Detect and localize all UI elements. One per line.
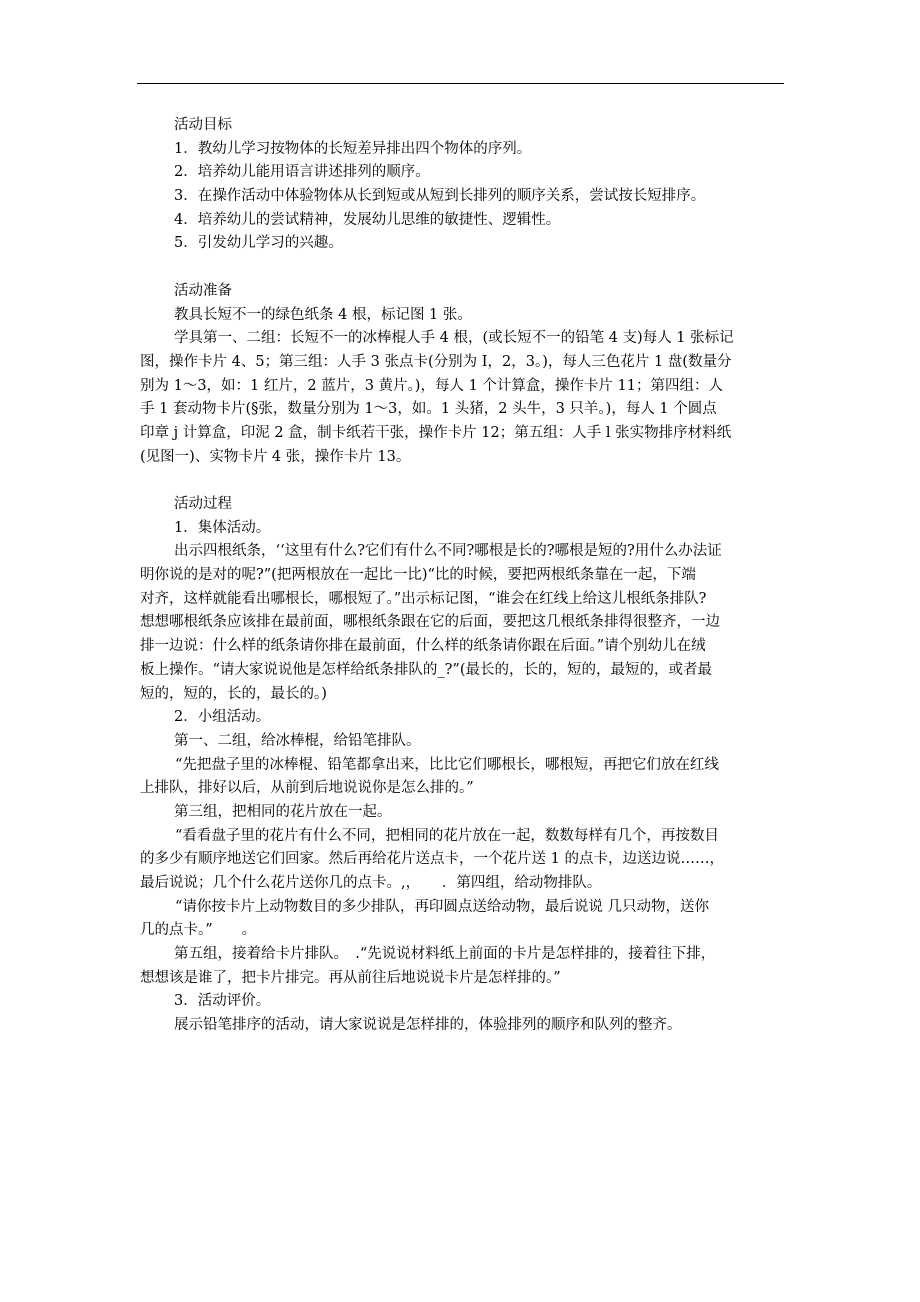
step1-line: 短的，短的，长的，最长的。) [140, 685, 327, 702]
goal-item: 1．教幼儿学习按物体的长短差异排出四个物体的序列。 [174, 140, 532, 157]
step1-line: 想想哪根纸条应该排在最前面，哪根纸条跟在它的后面，要把这几根纸条排得很整齐，一边 [140, 614, 720, 631]
step1-line: 明你说的是对的呢?”(把两根放在一起比一比)“比的时候，要把两根纸条靠在一起，下端 [140, 567, 696, 584]
step-heading: 3．活动评价。 [174, 993, 271, 1010]
group4-quote-line: 几的点卡。” 。 [140, 922, 257, 939]
document-body [140, 114, 785, 1038]
prep-student-line: 印章 j 计算盒，印泥 2 盒，制卡纸若干张，操作卡片 12；第五组：人手 l 张实物排序材料纸 [140, 424, 732, 441]
section-title-goals: 活动目标 [174, 117, 232, 133]
goal-item: 3．在操作活动中体验物体从长到短或从短到长排列的顺序关系，尝试按长短排序。 [174, 188, 706, 205]
group3-line: 第三组，把相同的花片放在一起。 [174, 803, 392, 820]
step1-line: 出示四根纸条，‘‘这里有什么?它们有什么不同?哪根是长的?哪根是短的?用什么办法证 [174, 543, 722, 560]
step1-line: 排一边说：什么样的纸条请你排在最前面，什么样的纸条请你跟在后面。”请个别幼儿在绒 [140, 638, 706, 655]
step-heading: 2．小组活动。 [174, 709, 271, 726]
group12-quote-line: “先把盘子里的冰棒棍、铅笔都拿出来，比比它们哪根长，哪根短，再把它们放在红线 [175, 756, 719, 773]
goal-item: 4．培养幼儿的尝试精神，发展幼儿思维的敏捷性、逻辑性。 [174, 211, 561, 228]
group4-quote-line: “请你按卡片上动物数目的多少排队，再印圆点送给动物，最后说说 几只动物，送你 [175, 898, 710, 915]
prep-student-line: 学具第一、二组：长短不一的冰棒棍人手 4 根，(或长短不一的铅笔 4 支)每人 1 张标记 [174, 330, 734, 347]
step-heading: 1．集体活动。 [174, 519, 271, 536]
prep-student-line: (见图一)、实物卡片 4 张，操作卡片 13。 [140, 448, 411, 465]
goal-item: 5．引发幼儿学习的兴趣。 [174, 235, 343, 252]
evaluation-line: 展示铅笔排序的活动，请大家说说是怎样排的，体验排列的顺序和队列的整齐。 [174, 1017, 682, 1034]
prep-teacher: 教具长短不一的绿色纸条 4 根，标记图 1 张。 [174, 306, 472, 323]
group5-line: 第五组，接着给卡片排队。 .“先说说材料纸上前面的卡片是怎样排的，接着往下排， [174, 946, 716, 963]
prep-student-line: 手 1 套动物卡片(§张，数量分别为 1～3，如。1 头猪，2 头牛，3 只羊。)，每人 1 个圆点 [140, 401, 717, 418]
group12-quote-line: 上排队，排好以后，从前到后地说说你是怎么排的。” [140, 780, 474, 797]
group3-quote-line: 的多少有顺序地送它们回家。然后再给花片送点卡，一个花片送 1 的点卡，边送边说……， [140, 851, 724, 868]
group5-line: 想想该是谁了，把卡片排完。再从前往后地说说卡片是怎样排的。” [140, 969, 561, 986]
group3-quote-line: 最后说说；几个什么花片送你几的点卡。,， ．第四组，给动物排队。 [140, 875, 602, 891]
step1-line: 板上操作。“请大家说说他是怎样给纸条排队的_?”(最长的，长的，短的，最短的，或者最 [140, 661, 713, 678]
prep-student-line: 别为 1～3，如：1 红片，2 蓝片，3 黄片。)，每人 1 个计算盒，操作卡片 11；第四组：人 [140, 377, 723, 394]
prep-student-line: 图，操作卡片 4、5；第三组：人手 3 张点卡(分别为 I，2，3。)，每人三色花片 1 盘(数量分 [140, 353, 732, 370]
section-title-process: 活动过程 [174, 496, 232, 512]
header-rule [137, 83, 784, 84]
section-title-prep: 活动准备 [174, 282, 232, 299]
goal-item: 2．培养幼儿能用语言讲述排列的顺序。 [174, 164, 430, 181]
group3-quote-line: “看看盘子里的花片有什么不同，把相同的花片放在一起，数数每样有几个，再按数目 [175, 827, 719, 844]
step1-line: 对齐，这样就能看出哪根长，哪根短了。”出示标记图，“谁会在红线上给这儿根纸条排队? [140, 590, 707, 607]
group12-line: 第一、二组，给冰棒棍，给铅笔排队。 [174, 732, 421, 749]
